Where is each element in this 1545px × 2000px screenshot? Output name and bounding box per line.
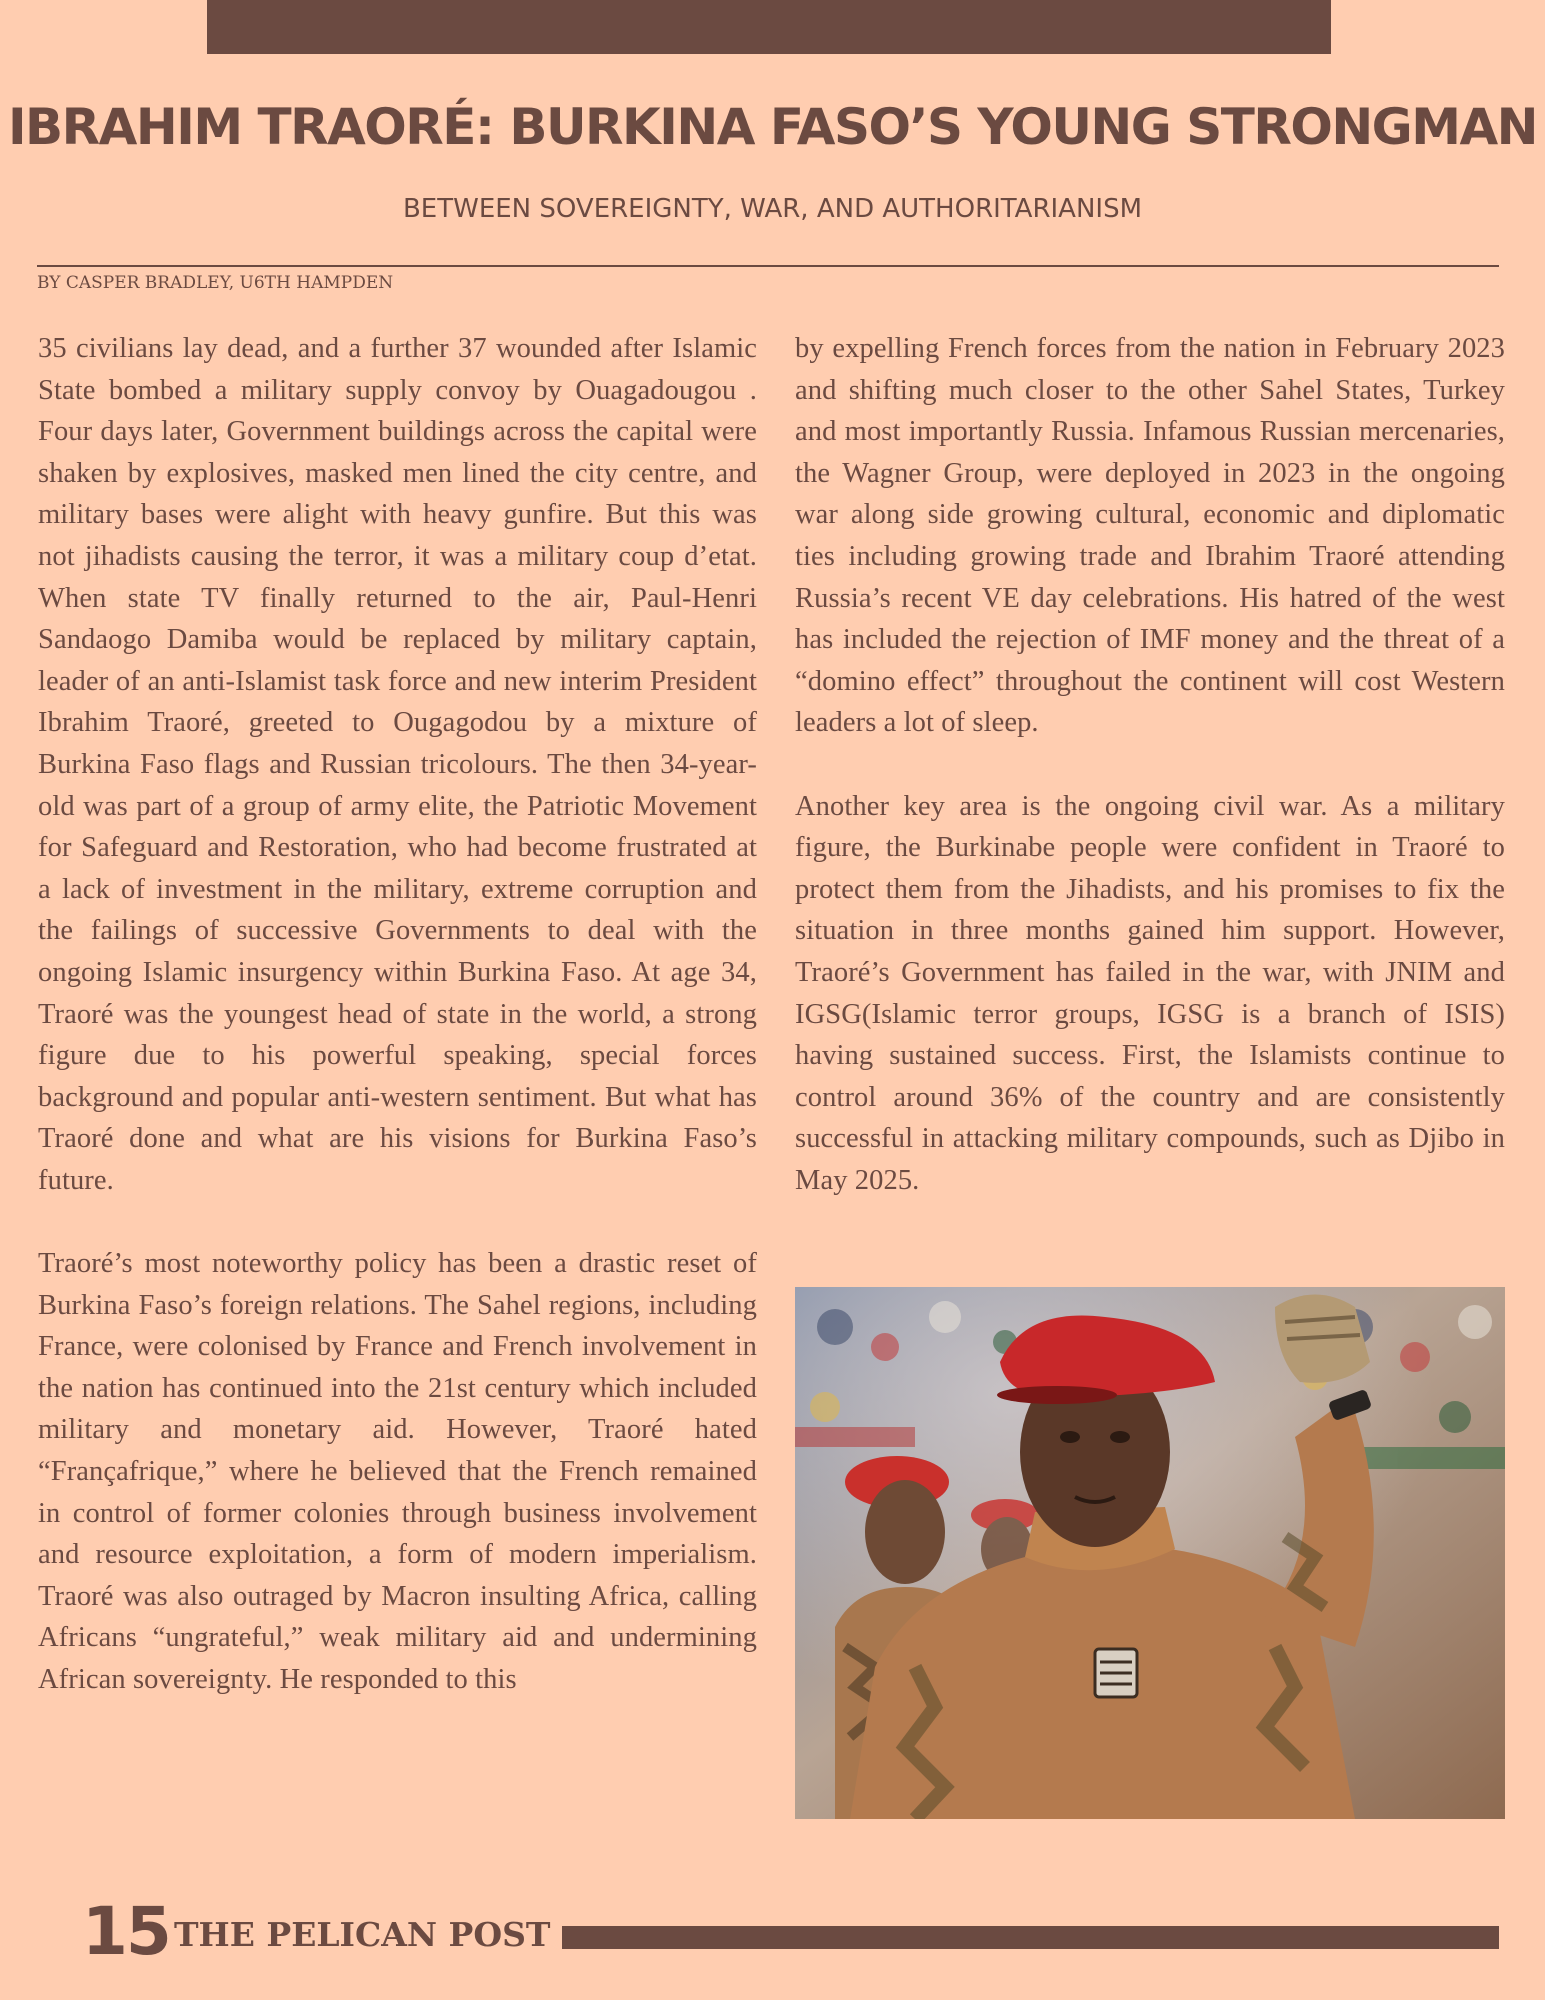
- soldier-photo-illustration: [795, 1287, 1505, 1819]
- page-number: 15: [82, 1893, 170, 1970]
- article-subtitle: BETWEEN SOVEREIGNTY, WAR, AND AUTHORITARIANISM: [402, 194, 1143, 224]
- top-accent-bar: [207, 0, 1331, 54]
- paragraph: Another key area is the ongoing civil war. As a military figure, the Burkinabe people were confident in Traoré to protect them from the Jihadists, and his promises to fix the situation in three months gained him support. However, Traoré’s Government has failed in the war, with JNIM and IGSG(Islamic terror groups, IGSG is a branch of ISIS) having sustained success. First, the Islamists continue to control around 36% of the country and are consistently successful in attacking military compounds, such as Djibo in May 2025.: [795, 790, 1505, 1196]
- article-title: IBRAHIM TRAORÉ: BURKINA FASO’S YOUNG STRONGMAN: [7, 98, 1538, 156]
- paragraph: 35 civilians lay dead, and a further 37 wounded after Islamic State bombed a military supply convoy by Ouagadougou . Four days later, Government buildings across the capital were shaken by explosives, masked men lined the city centre, and military bases were alight with heavy gunfire. But this was not jihadists causing the terror, it was a military coup d’etat. When state TV finally returned to the air, Paul-Henri Sandaogo Damiba would be replaced by military captain, leader of an anti-Islamist task force and new interim President Ibrahim Traoré, greeted to Ougagodou by a mixture of Burkina Faso flags and Russian tricolours. The then 34-year-old was part of a group of army elite, the Patriotic Movement for Safeguard and Restoration, who had become frustrated at a lack of investment in the military, extreme corruption and the failings of successive Governments to deal with the ongoing Islamic insurgency within Burkina Faso. At age 34, Traoré was the youngest head of state in the world, a strong figure due to his powerful speaking, special forces background and popular anti-western sentiment. But what has Traoré done and what are his visions for Burkina Faso’s future.: [38, 333, 757, 1196]
- left-column: [38, 328, 757, 1742]
- header-divider: [37, 265, 1499, 267]
- paragraph: by expelling French forces from the nation in February 2023 and shifting much closer to the other Sahel States, Turkey and most importantly Russia. Infamous Russian mercenaries, the Wagner Group, were deployed in 2023 in the ongoing war along side growing cultural, economic and diplomatic ties including growing trade and Ibrahim Traoré attending Russia’s recent VE day celebrations. His hatred of the west has included the rejection of IMF money and the threat of a “domino effect” throughout the continent will cost Western leaders a lot of sleep.: [795, 333, 1505, 739]
- right-column: [795, 328, 1505, 1243]
- footer-accent-bar: [562, 1926, 1499, 1949]
- publication-name: THE PELICAN POST: [174, 1915, 551, 1954]
- byline: BY CASPER BRADLEY, U6TH HAMPDEN: [37, 273, 394, 293]
- article-photo: [795, 1287, 1505, 1819]
- paragraph: Traoré’s most noteworthy policy has been a drastic reset of Burkina Faso’s foreign relations. The Sahel regions, including France, were colonised by France and French involvement in the nation has continued into the 21st century which included military and monetary aid. However, Traoré hated “Françafrique,” where he believed that the French remained in control of former colonies through business involvement and resource exploitation, a form of modern imperialism. Traoré was also outraged by Macron insulting Africa, calling Africans “ungrateful,” weak military aid and undermining African sovereignty. He responded to this: [38, 1248, 757, 1695]
